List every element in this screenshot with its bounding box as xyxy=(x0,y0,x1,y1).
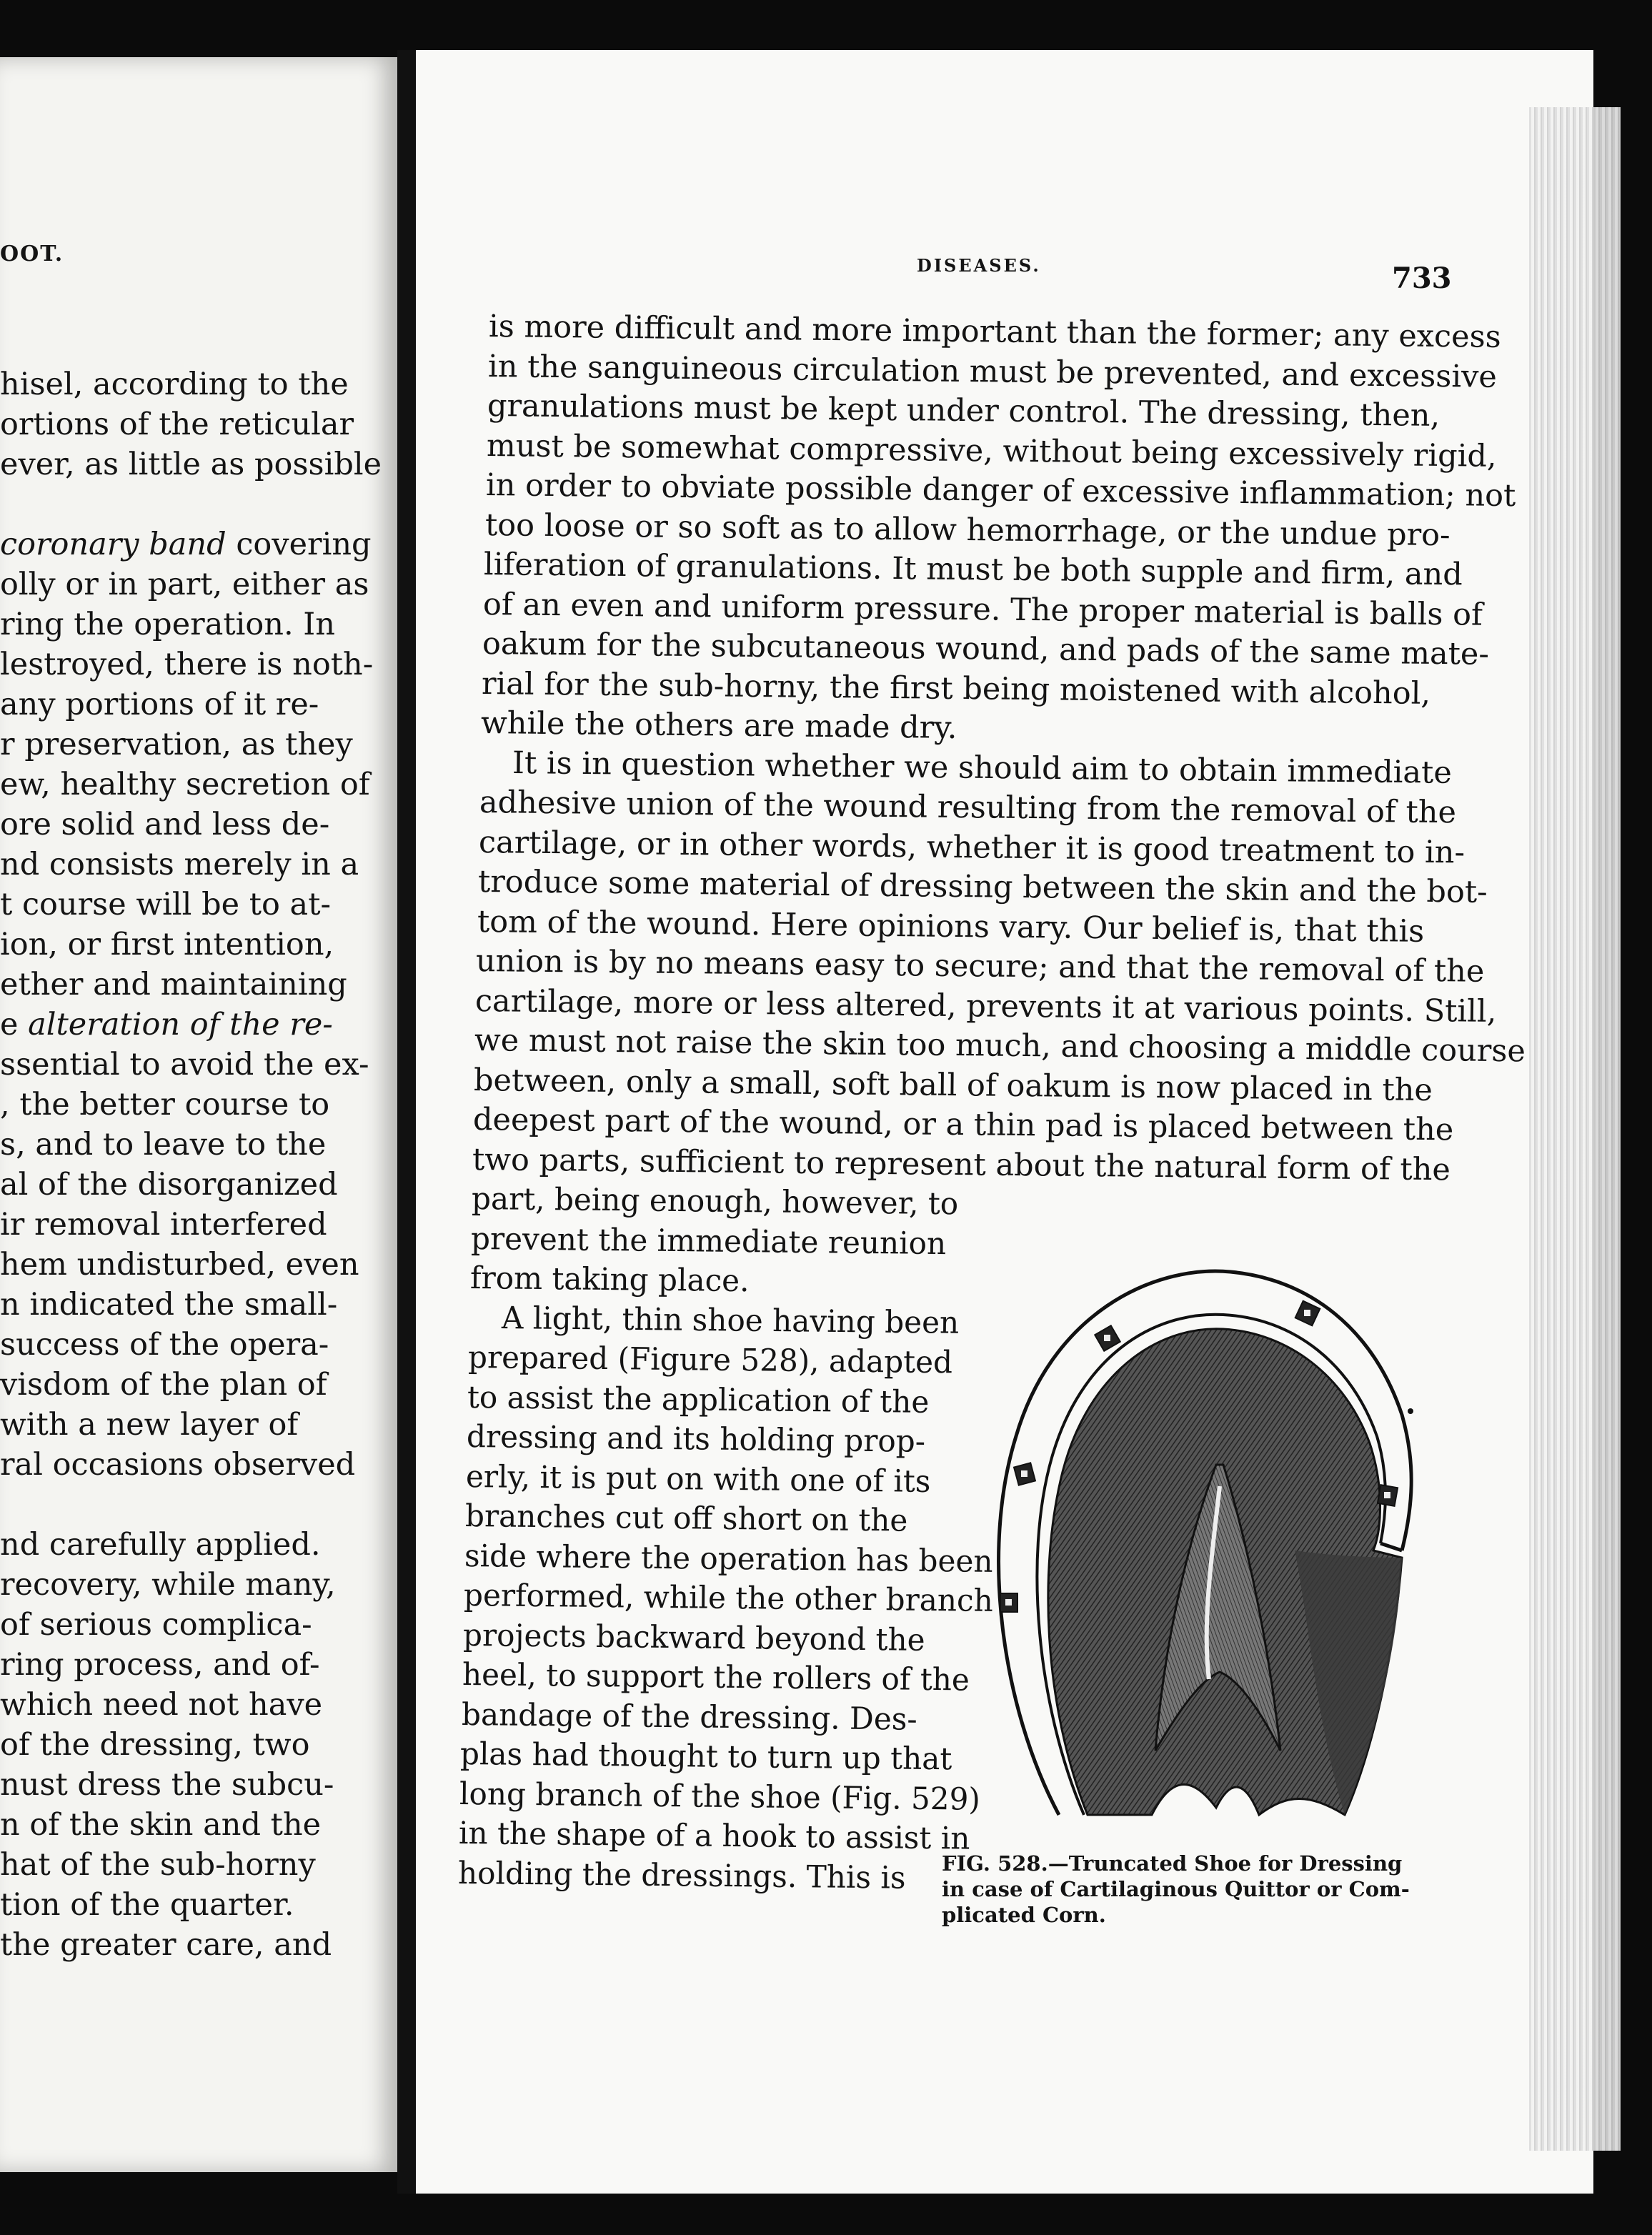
body-text-line: bandage of the dressing. Des- xyxy=(461,1696,917,1738)
body-text-line: of an even and uniform pressure. The proper material is balls of xyxy=(483,586,1483,633)
body-text-line: part, being enough, however, to xyxy=(471,1181,959,1223)
body-text-line: too loose or so soft as to allow hemorrhage, or the undue pro- xyxy=(484,507,1451,553)
body-text-line: heel, to support the rollers of the xyxy=(462,1657,970,1698)
body-text-line: to assist the application of the xyxy=(467,1379,930,1420)
left-text-line: n indicated the small- xyxy=(0,1287,338,1323)
body-text-line: in the sanguineous circulation must be prevented, and excessive xyxy=(487,348,1498,395)
left-text-line: of serious complica- xyxy=(0,1607,312,1643)
left-text-line: , the better course to xyxy=(0,1087,330,1123)
left-text-line: ssential to avoid the ex- xyxy=(0,1047,369,1082)
left-text-line: ring process, and of- xyxy=(0,1647,320,1683)
body-text-line: performed, while the other branch xyxy=(463,1578,993,1619)
left-text-line: hem undisturbed, even xyxy=(0,1247,359,1283)
body-text-line: between, only a small, soft ball of oakum is now placed in the xyxy=(473,1062,1433,1108)
left-text-line: ew, healthy secretion of xyxy=(0,767,370,802)
left-text-line: success of the opera- xyxy=(0,1327,329,1363)
book-gutter xyxy=(397,50,416,2194)
left-text-line: coronary band covering xyxy=(0,527,372,562)
body-text-line: erly, it is put on with one of its xyxy=(465,1458,931,1500)
left-page-header: OOT. xyxy=(0,242,64,267)
left-text-line: ring the operation. In xyxy=(0,607,335,642)
left-text-line: ore solid and less de- xyxy=(0,807,330,842)
left-text-line: visdom of the plan of xyxy=(0,1367,327,1403)
body-text-line: deepest part of the wound, or a thin pad is placed between the xyxy=(472,1102,1454,1148)
body-text-line: granulations must be kept under control. The dressing, then, xyxy=(487,388,1440,434)
left-text-line: r preservation, as they xyxy=(0,727,353,762)
left-text-line: tion of the quarter. xyxy=(0,1887,294,1923)
left-text-line: ion, or first intention, xyxy=(0,927,334,962)
body-text-line: union is by no means easy to secure; and that the removal of the xyxy=(476,943,1485,990)
body-text-line: cartilage, more or less altered, prevents it at various points. Still, xyxy=(475,982,1497,1030)
body-text-line: in order to obviate possible danger of excessive inflammation; not xyxy=(485,467,1516,514)
running-head: DISEASES. xyxy=(917,255,1041,276)
body-text-line: prevent the immediate reunion xyxy=(470,1220,947,1262)
left-text-line: t course will be to at- xyxy=(0,887,332,922)
left-text-line: nust dress the subcu- xyxy=(0,1767,334,1803)
body-text-line: must be somewhat compressive, without being excessively rigid, xyxy=(486,427,1497,474)
right-page xyxy=(416,50,1593,2194)
horseshoe-engraving-icon xyxy=(973,1250,1416,1836)
body-text-line: oakum for the subcutaneous wound, and pads of the same mate- xyxy=(482,626,1490,672)
left-text-line: lestroyed, there is noth- xyxy=(0,647,374,682)
horseshoe-figure-528 xyxy=(973,1250,1416,1836)
body-text-line: two parts, sufficient to represent about the natural form of the xyxy=(472,1141,1451,1188)
left-page xyxy=(0,57,397,2172)
body-text-line: dressing and its holding prop- xyxy=(466,1419,926,1460)
left-text-line: ral occasions observed xyxy=(0,1447,356,1483)
figure-caption-line: in case of Cartilaginous Quittor or Com- xyxy=(942,1877,1410,1901)
body-text-line: is more difficult and more important than the former; any excess xyxy=(488,309,1501,355)
left-text-line: s, and to leave to the xyxy=(0,1127,327,1163)
left-text-line: recovery, while many, xyxy=(0,1567,336,1603)
body-text-line: holding the dressings. This is xyxy=(457,1855,906,1896)
page-number: 733 xyxy=(1392,262,1452,295)
left-text-line: ever, as little as possible xyxy=(0,447,382,482)
body-text-line: cartilage, or in other words, whether it is good treatment to in- xyxy=(478,824,1465,870)
left-text-line: ir removal interfered xyxy=(0,1207,327,1243)
left-text-line: hisel, according to the xyxy=(0,367,349,402)
left-text-line: of the dressing, two xyxy=(0,1727,310,1763)
left-text-line: al of the disorganized xyxy=(0,1167,338,1203)
figure-caption-line: plicated Corn. xyxy=(942,1903,1106,1927)
body-text-line: branches cut off short on the xyxy=(464,1498,908,1539)
figure-caption xyxy=(942,1851,1428,1928)
body-text-line: in the shape of a hook to assist in xyxy=(458,1816,970,1857)
left-text-line: ether and maintaining xyxy=(0,967,347,1002)
body-text-line: liferation of granulations. It must be both supple and firm, and xyxy=(484,547,1463,593)
body-text-line: from taking place. xyxy=(469,1260,750,1300)
left-text-line: which need not have xyxy=(0,1687,323,1723)
body-text-line: troduce some material of dressing between the skin and the bot- xyxy=(477,864,1488,910)
body-text-line: we must not raise the skin too much, and choosing a middle course xyxy=(474,1022,1526,1070)
body-text-line: long branch of the shoe (Fig. 529) xyxy=(459,1776,981,1818)
body-text-line: rial for the sub-horny, the first being moistened with alcohol, xyxy=(481,665,1431,712)
left-text-line: any portions of it re- xyxy=(0,687,319,722)
figure-caption-line: FIG. 528.—Truncated Shoe for Dressing xyxy=(942,1851,1403,1876)
left-text-line: olly or in part, either as xyxy=(0,567,369,602)
body-text-line: It is in question whether we should aim to obtain immediate xyxy=(512,745,1452,791)
page-edges xyxy=(1529,107,1621,2151)
body-text-line: while the others are made dry. xyxy=(480,705,957,746)
body-text-line: A light, thin shoe having been xyxy=(501,1300,959,1341)
left-text-line: the greater care, and xyxy=(0,1927,332,1963)
left-text-line: hat of the sub-horny xyxy=(0,1847,316,1883)
left-text-line: ortions of the reticular xyxy=(0,407,354,442)
left-text-line: with a new layer of xyxy=(0,1407,299,1443)
body-text-line: side where the operation has been xyxy=(464,1538,993,1580)
left-text-line: nd consists merely in a xyxy=(0,847,359,882)
body-text-line: adhesive union of the wound resulting from the removal of the xyxy=(479,785,1456,831)
body-text-line: prepared (Figure 528), adapted xyxy=(468,1340,953,1381)
left-text-line: n of the skin and the xyxy=(0,1807,322,1843)
body-text-line: plas had thought to turn up that xyxy=(460,1736,952,1778)
body-text-line: tom of the wound. Here opinions vary. Our belief is, that this xyxy=(477,903,1424,950)
left-text-line: e alteration of the re- xyxy=(0,1007,333,1042)
left-text-line: nd carefully applied. xyxy=(0,1527,321,1563)
body-text-line: projects backward beyond the xyxy=(462,1617,925,1658)
